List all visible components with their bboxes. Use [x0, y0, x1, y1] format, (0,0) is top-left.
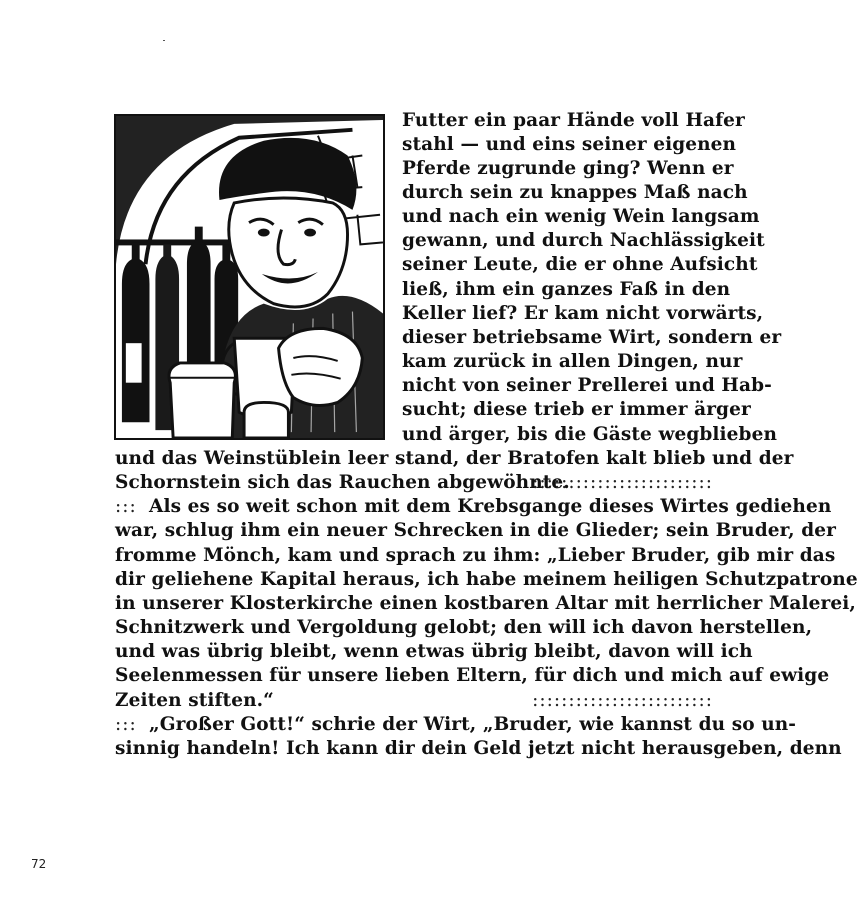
text-line: Schnitzwerk und Vergoldung gelobt; den will ich davon herstellen,	[115, 617, 813, 638]
text-line: sucht; diese trieb er immer ärger	[402, 399, 751, 420]
text-line: und nach ein wenig Wein langsam	[402, 206, 760, 227]
text-line: nicht von seiner Prellerei und Hab-	[402, 375, 772, 396]
text-line: und das Weinstüblein leer stand, der Bratofen kalt blieb und der	[115, 448, 794, 469]
text-line: Pferde zugrunde ging? Wenn er	[402, 158, 734, 179]
text-line: dieser betriebsame Wirt, sondern er	[402, 327, 782, 348]
text-line: kam zurück in allen Dingen, nur	[402, 351, 743, 372]
line-filler: :::::::::::::::::::::::::	[532, 690, 713, 711]
text-line: ließ, ihm ein ganzes Faß in den	[402, 279, 731, 300]
text-line: durch sein zu knappes Maß nach	[402, 182, 748, 203]
indent-filler: :::	[115, 496, 137, 517]
text-line: Keller lief? Er kam nicht vorwärts,	[402, 303, 764, 324]
text-line: fromme Mönch, kam und sprach zu ihm: „Lieber Bruder, gib mir das	[115, 545, 836, 566]
text-line: Futter ein paar Hände voll Hafer	[402, 110, 745, 131]
text-line: dir geliehene Kapital heraus, ich habe meinem heiligen Schutzpatrone	[115, 569, 858, 590]
innkeeper-illustration-icon	[116, 116, 383, 438]
text-line: war, schlug ihm ein neuer Schrecken in die Glieder; sein Bruder, der	[115, 520, 836, 541]
text-line: Als es so weit schon mit dem Krebsgange dieses Wirtes gediehen	[149, 496, 832, 517]
page-number: 72	[31, 857, 47, 871]
text-line: gewann, und durch Nachlässigkeit	[402, 230, 765, 251]
text-line: sinnig handeln! Ich kann dir dein Geld jetzt nicht herausgeben, denn	[115, 738, 842, 759]
text-line: „Großer Gott!“ schrie der Wirt, „Bruder, wie kannst du so un-	[149, 714, 797, 735]
print-speck	[163, 40, 165, 41]
text-line: und was übrig bleibt, wenn etwas übrig bleibt, davon will ich	[115, 641, 753, 662]
text-line: seiner Leute, die er ohne Aufsicht	[402, 254, 758, 275]
indent-filler: :::	[115, 714, 137, 735]
line-filler: :::::::::::::::::::::::::	[532, 472, 713, 493]
text-line: stahl — und eins seiner eigenen	[402, 134, 737, 155]
text-line: Zeiten stiften.“	[115, 690, 274, 711]
text-line: in unserer Klosterkirche einen kostbaren Altar mit herrlicher Malerei,	[115, 593, 856, 614]
text-line: und ärger, bis die Gäste wegblieben	[402, 424, 777, 445]
innkeeper-illustration	[114, 114, 385, 440]
text-line: Schornstein sich das Rauchen abgewöhnte.	[115, 472, 570, 493]
text-line: Seelenmessen für unsere lieben Eltern, für dich und mich auf ewige	[115, 665, 830, 686]
